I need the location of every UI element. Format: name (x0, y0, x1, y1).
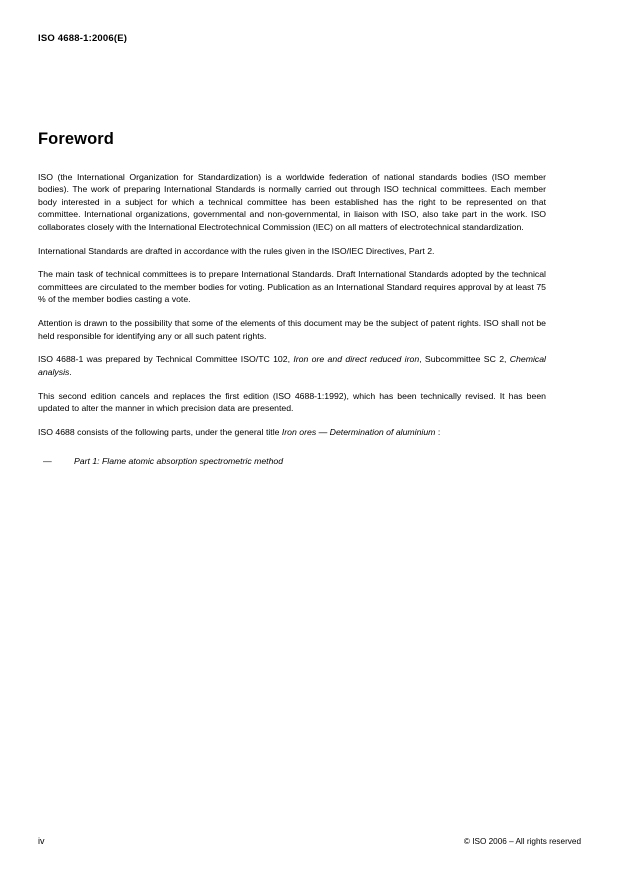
paragraph-edition-history: This second edition cancels and replaces the first edition (ISO 4688-1:1992), which has been technically revised. It has been updated to alter the manner in which precision data are presented. (38, 390, 546, 414)
paragraph-patent-rights: Attention is drawn to the possibility that some of the elements of this document may be the subject of patent rights. ISO shall not be held responsible for identifying any or all such patent rights. (38, 318, 546, 341)
paragraph-parts-intro (38, 426, 546, 438)
copyright-notice: © ISO 2006 – All rights reserved (463, 837, 581, 846)
paragraph-iso-description: ISO (the International Organization for Standardization) is a worldwide federation of national standards bodies (ISO member bodies). The work of preparing International Standards is normally carried out through ISO technical committees. Each member body interested in a subject for which a technical committee has been established has the right to be represented on that committee. International organizations, governmental and non-governmental, in liaison with ISO, also take part in the work. ISO collaborates closely with the International Electrotechnical Commission (IEC) on all matters of electrotechnical standardization. (38, 172, 546, 232)
committee-title-italic: Iron ore and direct reduced iron (293, 354, 420, 365)
list-item-label: Part 1: Flame atomic absorption spectrometric method (74, 455, 284, 466)
subcommittee-title-italic: Chemical analysis (38, 354, 546, 377)
committee-text-end: . (69, 366, 72, 377)
paragraph-committee-origin (38, 353, 546, 378)
list-item (38, 455, 546, 467)
paragraph-drafting-rules: International Standards are drafted in accordance with the rules given in the ISO/IEC Directives, Part 2. (38, 245, 435, 256)
committee-text-lead: ISO 4688-1 was prepared by Technical Committee ISO/TC 102, (38, 354, 294, 365)
parts-intro-lead: ISO 4688 consists of the following parts, under the general title (38, 427, 282, 438)
paragraph-voting-process: The main task of technical committees is to prepare International Standards. Draft International Standards adopted by the technical committees are circulated to the member bodies for voting. Publication as an International Standard requires approval by at least 75 % of the member bodies casting a vote. (38, 269, 546, 305)
committee-text-mid: , Subcommittee SC 2, (419, 354, 510, 365)
parts-intro-end: : (435, 427, 441, 438)
em-dash-bullet: — (43, 455, 52, 466)
page-number: iv (38, 836, 45, 846)
page-content (38, 130, 546, 467)
page-title: Foreword (38, 130, 114, 148)
page-header-standard-ref: ISO 4688-1:2006(E) (38, 33, 128, 44)
general-title-italic: Iron ores — Determination of aluminium (281, 427, 436, 438)
